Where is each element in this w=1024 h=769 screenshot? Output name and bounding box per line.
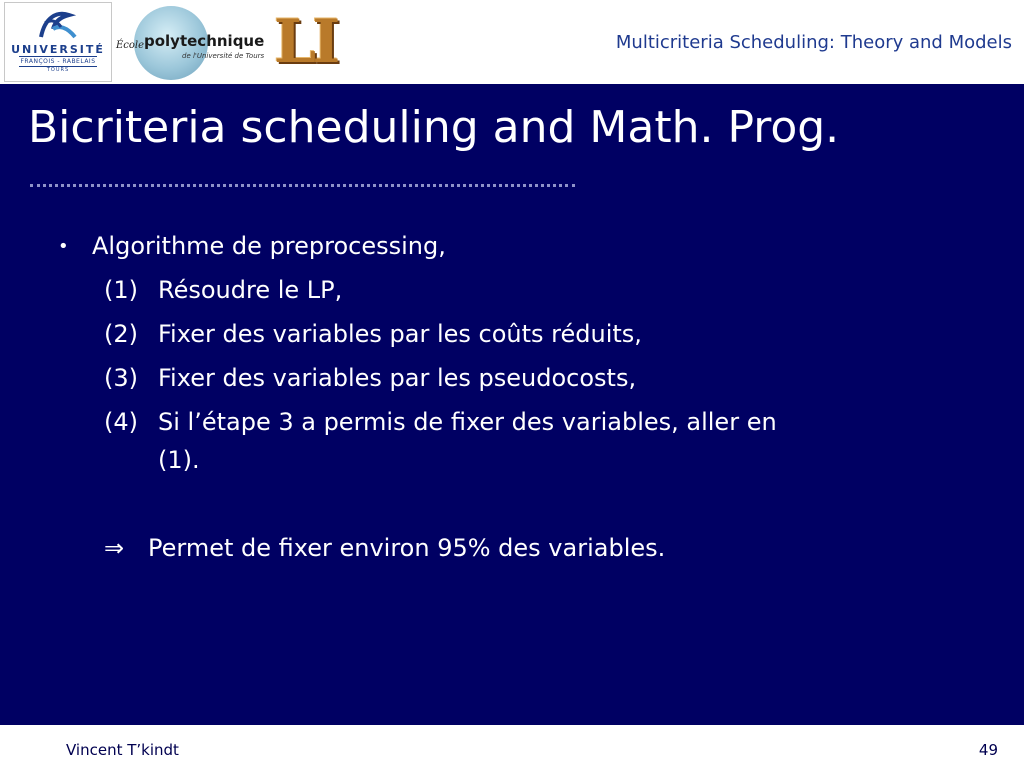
slide-header xyxy=(0,0,1024,84)
step-text-continuation: (1). xyxy=(158,446,200,474)
implies-arrow-icon: ⇒ xyxy=(104,534,125,562)
university-emblem-icon xyxy=(35,7,81,43)
divider xyxy=(19,56,97,57)
step-number: (4) xyxy=(104,408,138,436)
bullet-icon: • xyxy=(58,236,69,257)
university-subtitle: FRANÇOIS - RABELAIS xyxy=(20,58,96,65)
page-number: 49 xyxy=(978,741,998,759)
slide-content xyxy=(0,84,1024,724)
university-logo xyxy=(4,2,112,82)
polytechnique-ecole-label: École xyxy=(116,40,145,51)
footer-author: Vincent T’kindt xyxy=(66,741,179,759)
step-text: Résoudre le LP, xyxy=(158,276,343,304)
li-logo-text: LI xyxy=(274,7,337,77)
step-text: Fixer des variables par les pseudocosts, xyxy=(158,364,637,392)
step-text: Fixer des variables par les coûts réduits, xyxy=(158,320,642,348)
step-text: Si l’étape 3 a permis de fixer des variables, aller en xyxy=(158,408,777,436)
step-number: (1) xyxy=(104,276,138,304)
li-logo xyxy=(270,8,356,78)
university-name: UNIVERSITÉ xyxy=(11,43,105,56)
polytechnique-subtitle: de l'Université de Tours xyxy=(182,52,265,60)
university-city: TOURS xyxy=(46,67,70,73)
step-number: (2) xyxy=(104,320,138,348)
course-title: Multicriteria Scheduling: Theory and Models xyxy=(615,32,1012,53)
polytechnique-name: polytechnique xyxy=(144,32,265,50)
slide-footer xyxy=(0,724,1024,769)
polytechnique-logo xyxy=(114,2,270,82)
bullet-item: Algorithme de preprocessing, xyxy=(92,232,446,260)
slide-title: Bicriteria scheduling and Math. Prog. xyxy=(28,102,840,153)
step-number: (3) xyxy=(104,364,138,392)
conclusion-text: Permet de fixer environ 95% des variables. xyxy=(148,534,666,562)
title-dotted-underline xyxy=(30,184,575,187)
